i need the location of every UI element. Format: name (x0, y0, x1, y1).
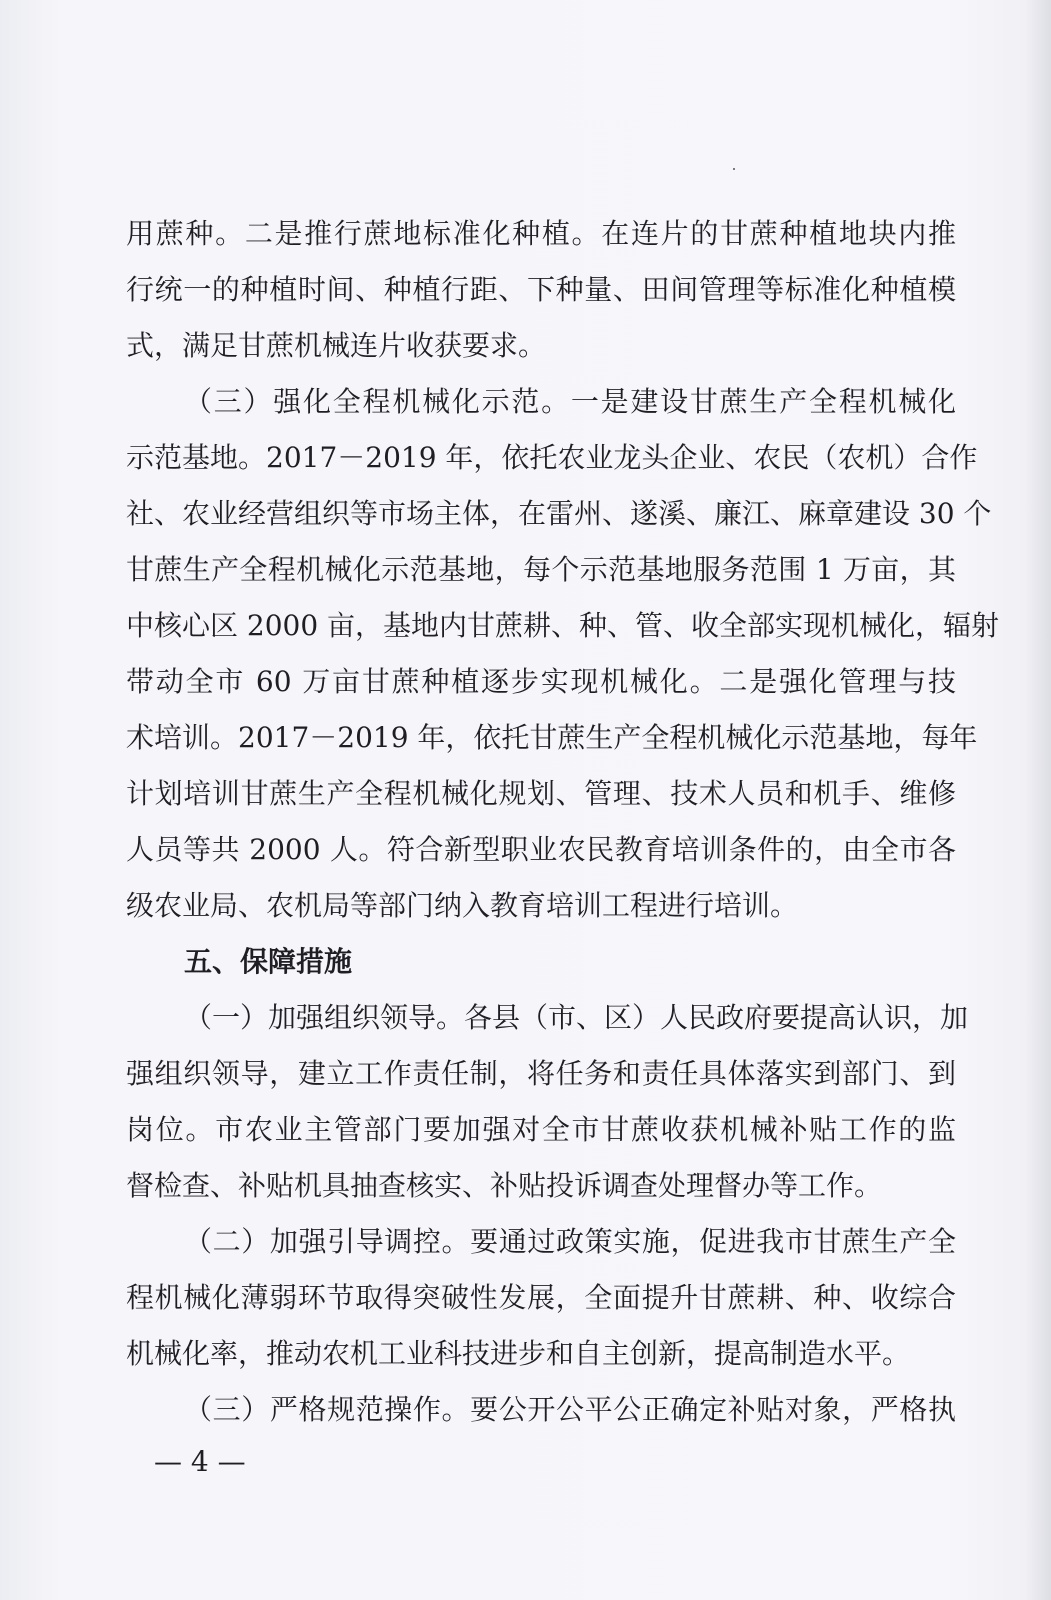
text-line: 示范基地。2017－2019 年，依托农业龙头企业、农民（农机）合作 (126, 441, 978, 474)
text-line: 岗位。市农业主管部门要加强对全市甘蔗收获机械补贴工作的监 (126, 1113, 956, 1146)
section-5-2-paragraph: （二）加强引导调控。要通过政策实施，促进我市甘蔗生产全 (184, 1225, 956, 1258)
text-line: 强组织领导，建立工作责任制，将任务和责任具体落实到部门、到 (126, 1057, 956, 1090)
text-line: 程机械化薄弱环节取得突破性发展，全面提升甘蔗耕、种、收综合 (126, 1281, 956, 1314)
text-line: 社、农业经营组织等市场主体，在雷州、遂溪、廉江、麻章建设 30 个 (126, 497, 992, 530)
section-5-3-paragraph: （三）严格规范操作。要公开公平公正确定补贴对象，严格执 (184, 1393, 956, 1426)
section-3-paragraph: （三）强化全程机械化示范。一是建设甘蔗生产全程机械化 (184, 385, 956, 418)
text-line: 带动全市 60 万亩甘蔗种植逐步实现机械化。二是强化管理与技 (126, 665, 956, 698)
scan-speck (733, 168, 735, 170)
text-line: 人员等共 2000 人。符合新型职业农民教育培训条件的，由全市各 (126, 833, 956, 866)
text-line: 术培训。2017－2019 年，依托甘蔗生产全程机械化示范基地，每年 (126, 721, 978, 754)
text-line: 式，满足甘蔗机械连片收获要求。 (126, 329, 547, 362)
text-line: 计划培训甘蔗生产全程机械化规划、管理、技术人员和机手、维修 (126, 777, 956, 810)
page-number: — 4 — (154, 1445, 246, 1478)
body-text (126, 206, 1000, 1438)
section-5-1-paragraph: （一）加强组织领导。各县（市、区）人民政府要提高认识，加 (184, 1001, 969, 1034)
text-line: 级农业局、农机局等部门纳入教育培训工程进行培训。 (126, 889, 799, 922)
text-line: 甘蔗生产全程机械化示范基地，每个示范基地服务范围 1 万亩，其 (126, 553, 956, 586)
text-line: 中核心区 2000 亩，基地内甘蔗耕、种、管、收全部实现机械化，辐射 (126, 609, 1000, 642)
text-line: 督检查、补贴机具抽查核实、补贴投诉调查处理督办等工作。 (126, 1169, 883, 1202)
text-line: 行统一的种植时间、种植行距、下种量、田间管理等标准化种植模 (126, 273, 956, 306)
section-heading: 五、保障措施 (184, 945, 353, 978)
text-line: 机械化率，推动农机工业科技进步和自主创新，提高制造水平。 (126, 1337, 911, 1370)
text-line: 用蔗种。二是推行蔗地标准化种植。在连片的甘蔗种植地块内推 (126, 217, 956, 250)
page-edge-shadow (1025, 0, 1051, 1600)
